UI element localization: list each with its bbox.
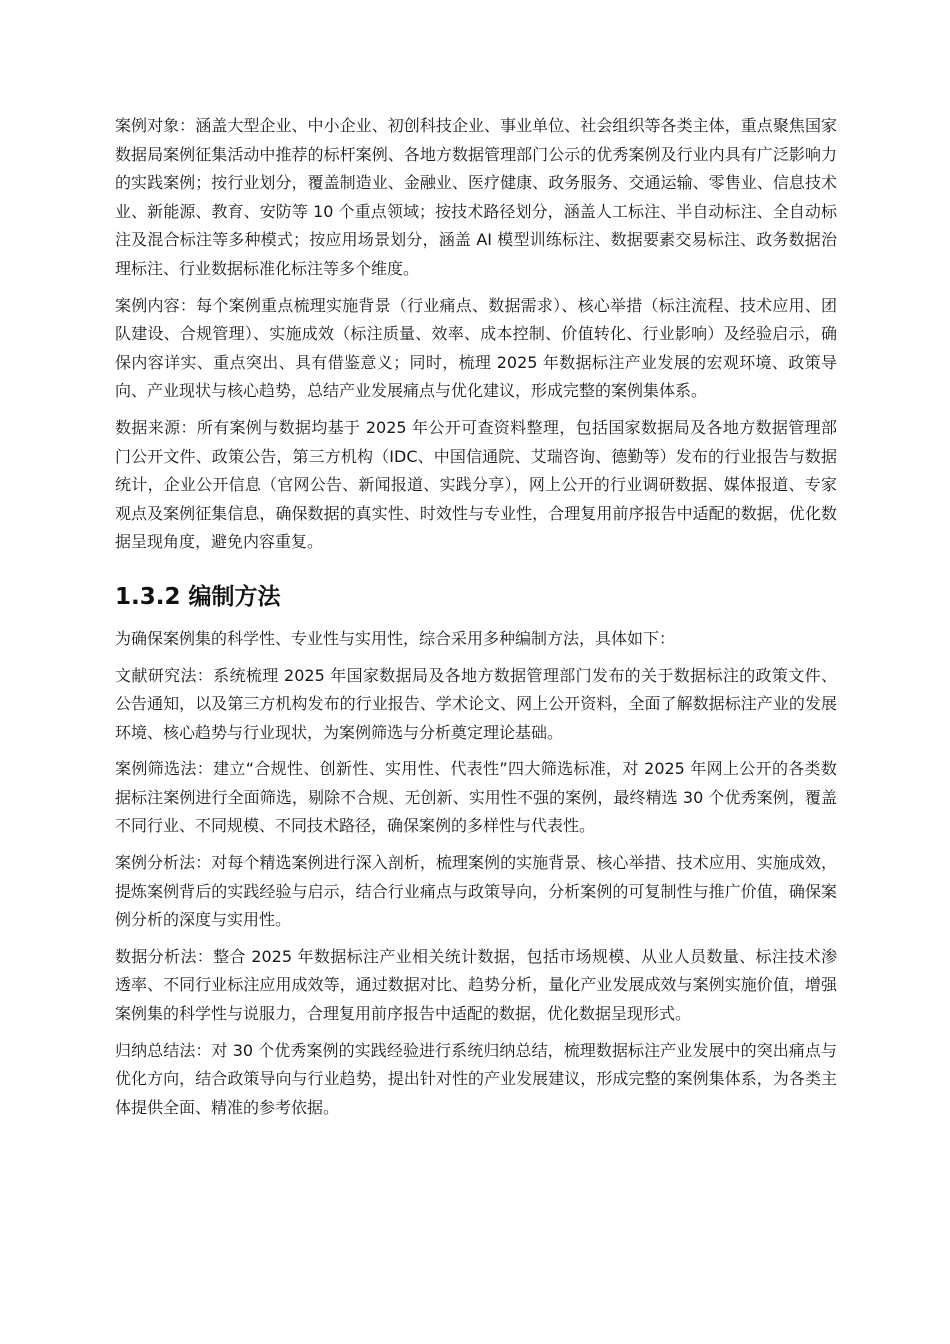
paragraph-intro: 为确保案例集的科学性、专业性与实用性，综合采用多种编制方法，具体如下： (115, 628, 676, 648)
paragraph-data-sources: 数据来源：所有案例与数据均基于 2025 年公开可查资料整理，包括国家数据局及各地方数据管理部门公开文件、政策公告，第三方机构（IDC、中国信通院、艾瑞咨询、德勤等）发布的行业报告与数据统计，企业公开信息（官网公告、新闻报道、实践分享），网上公开的行业调研数据、媒体报道、专家观点及案例征集信息，确保数据的真实性、时效性与专业性，合理复用前序报告中适配的数据，优化数据呈现角度，避免内容重复。 (115, 417, 837, 552)
section-heading: 1.3.2 编制方法 (115, 583, 281, 610)
document-page (115, 112, 837, 1130)
paragraph-screening-method: 案例筛选法：建立“合规性、创新性、实用性、代表性”四大筛选标准，对 2025 年网上公开的各类数据标注案例进行全面筛选，剔除不合规、无创新、实用性不强的案例，最终精选 30 个优秀案例，覆盖不同行业、不同规模、不同技术路径，确保案例的多样性与代表性。 (115, 759, 837, 836)
paragraph-case-content: 案例内容：每个案例重点梳理实施背景（行业痛点、数据需求）、核心举措（标注流程、技术应用、团队建设、合规管理）、实施成效（标注质量、效率、成本控制、价值转化、行业影响）及经验启示，确保内容详实、重点突出、具有借鉴意义；同时，梳理 2025 年数据标注产业发展的宏观环境、政策导向、产业现状与核心趋势，总结产业发展痛点与优化建议，形成完整的案例集体系。 (115, 295, 837, 401)
paragraph-analysis-method: 案例分析法：对每个精选案例进行深入剖析，梳理案例的实施背景、核心举措、技术应用、实施成效，提炼案例背后的实践经验与启示，结合行业痛点与政策导向，分析案例的可复制性与推广价值，确保案例分析的深度与实用性。 (115, 853, 837, 930)
paragraph-literature-method: 文献研究法：系统梳理 2025 年国家数据局及各地方数据管理部门发布的关于数据标注的政策文件、公告通知，以及第三方机构发布的行业报告、学术论文、网上公开资料，全面了解数据标注产业的发展环境、核心趋势与行业现状，为案例筛选与分析奠定理论基础。 (115, 665, 837, 742)
paragraph-summary-method: 归纳总结法：对 30 个优秀案例的实践经验进行系统归纳总结，梳理数据标注产业发展中的突出痛点与优化方向，结合政策导向与行业趋势，提出针对性的产业发展建议，形成完整的案例集体系，为各类主体提供全面、精准的参考依据。 (115, 1040, 837, 1117)
paragraph-data-analysis-method: 数据分析法：整合 2025 年数据标注产业相关统计数据，包括市场规模、从业人员数量、标注技术渗透率、不同行业标注应用成效等，通过数据对比、趋势分析，量化产业发展成效与案例实施价值，增强案例集的科学性与说服力，合理复用前序报告中适配的数据，优化数据呈现形式。 (115, 946, 837, 1024)
paragraph-case-objects: 案例对象：涵盖大型企业、中小企业、初创科技企业、事业单位、社会组织等各类主体，重点聚焦国家数据局案例征集活动中推荐的标杆案例、各地方数据管理部门公示的优秀案例及行业内具有广泛影响力的实践案例；按行业划分，覆盖制造业、金融业、医疗健康、政务服务、交通运输、零售业、信息技术业、新能源、教育、安防等 10 个重点领域；按技术路径划分，涵盖人工标注、半自动标注、全自动标注及混合标注等多种模式；按应用场景划分，涵盖 AI 模型训练标注、数据要素交易标注、政务数据治理标注、行业数据标准化标注等多个维度。 (115, 116, 837, 278)
